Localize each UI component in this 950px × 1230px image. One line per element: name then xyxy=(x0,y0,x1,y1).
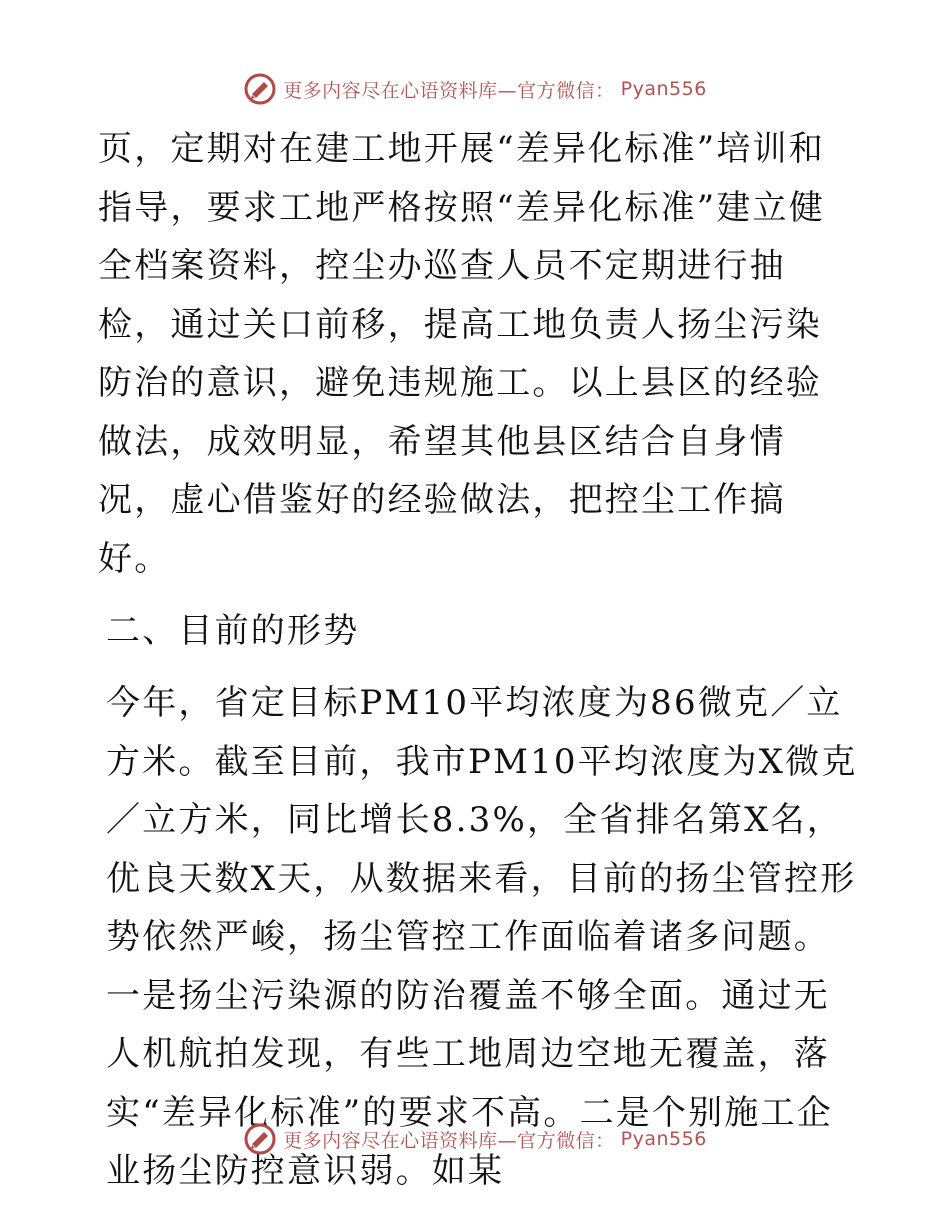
writing-hand-logo-icon xyxy=(243,72,277,106)
watermark-text: 更多内容尽在心语资料库—官方微信： xyxy=(283,1129,615,1152)
paragraph-situation: 今年，省定目标PM10平均浓度为86微克／立方米。截至目前，我市PM10平均浓度为X微克／立方米，同比增长8.3%，全省排名第X名，优良天数X天，从数据来看，目前的扬尘管控形势依然严峻，扬尘管控工作面临着诸多问题。一是扬尘污染源的防治覆盖不够全面。通过无人机航拍发现，有些工地周边空地无覆盖，落实“差异化标准”的要求不高。二是个别施工企业扬尘防控意识弱。如某 xyxy=(106,683,858,1191)
paragraph-continuation: 页，定期对在建工地开展“差异化标准”培训和指导，要求工地严格按照“差异化标准”建立健全档案资料，控尘办巡查人员不定期进行抽检，通过关口前移，提高工地负责人扬尘污染防治的意识，避免违规施工。以上县区的经验做法，成效明显，希望其他县区结合自身情况，虚心借鉴好的经验做法，把控尘工作搞好。 xyxy=(98,129,825,579)
footer-watermark xyxy=(0,1122,950,1156)
watermark-account: Pyan556 xyxy=(620,78,707,100)
watermark-account: Pyan556 xyxy=(620,1128,707,1150)
header-watermark xyxy=(0,72,950,106)
section-heading: 二、目前的形势 xyxy=(106,611,360,651)
watermark-text: 更多内容尽在心语资料库—官方微信： xyxy=(283,79,615,102)
writing-hand-logo-icon xyxy=(243,1122,277,1156)
document-body xyxy=(98,120,858,1201)
